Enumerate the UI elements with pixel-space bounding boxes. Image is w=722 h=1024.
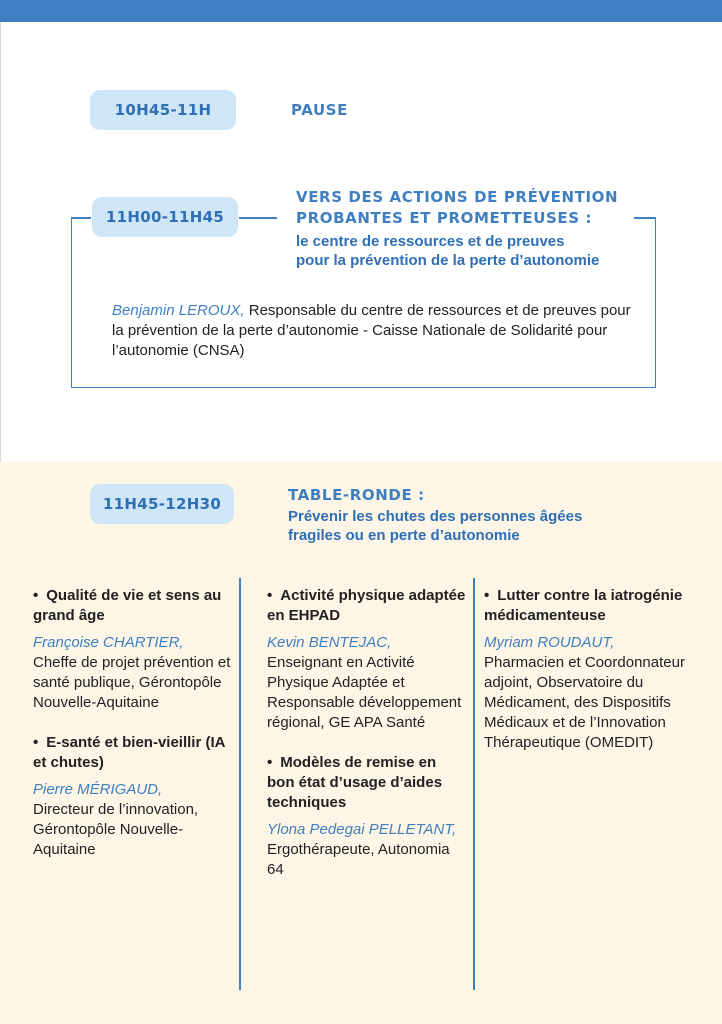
speaker-role bbox=[267, 840, 467, 880]
frame-line bbox=[239, 217, 277, 219]
subtitle-line: pour la prévention de la perte d’autonomie bbox=[296, 252, 600, 269]
topic-text: Modèles de remise en bon état d’usage d’aides techniques bbox=[267, 754, 443, 811]
top-bar bbox=[0, 0, 722, 22]
session1-title bbox=[296, 187, 618, 229]
bullet-icon: • bbox=[33, 587, 39, 604]
topic-text: Activité physique adaptée en EHPAD bbox=[267, 587, 466, 624]
page-edge-line bbox=[0, 22, 1, 462]
speaker-name: Benjamin LEROUX, bbox=[112, 302, 245, 319]
session1-subtitle bbox=[296, 232, 599, 270]
role-org: Gérontopôle Nouvelle-Aquitaine bbox=[33, 821, 184, 858]
role-org: Autonomia 64 bbox=[267, 841, 450, 878]
session2-title: TABLE-RONDE : bbox=[288, 486, 425, 504]
speaker-name: Pierre MÉRIGAUD, bbox=[33, 781, 163, 798]
time-label: 11H45-12H30 bbox=[102, 495, 222, 513]
title-line: PROBANTES ET PROMETTEUSES : bbox=[296, 209, 593, 227]
speaker-role bbox=[33, 800, 231, 860]
role-title: Directeur de l’innovation, bbox=[33, 801, 199, 818]
speaker-role: Responsable du centre de ressources et de preuves pour la prévention de la perte d’autonomie - Caisse Nationale de Solidarité pour l’autonomie (CNSA) bbox=[112, 302, 631, 359]
time-badge-pause bbox=[90, 90, 236, 130]
topic bbox=[33, 586, 231, 626]
topic-text: Qualité de vie et sens au grand âge bbox=[33, 587, 222, 624]
topic bbox=[33, 733, 231, 773]
subtitle-line: Prévenir les chutes des personnes âgées bbox=[288, 508, 583, 525]
title-line: VERS DES ACTIONS DE PRÉVENTION bbox=[296, 188, 619, 206]
time-label: 11H00-11H45 bbox=[105, 208, 225, 226]
list-item bbox=[267, 586, 467, 733]
speaker-name: Françoise CHARTIER, bbox=[33, 634, 184, 651]
role-title: Cheffe de projet prévention et santé publique, bbox=[33, 654, 231, 691]
role-title: Ergothérapeute, bbox=[267, 841, 375, 858]
frame-line bbox=[71, 217, 91, 219]
pause-heading: PAUSE bbox=[291, 101, 348, 119]
session2-subtitle bbox=[288, 507, 582, 545]
topic bbox=[267, 586, 467, 626]
frame-line bbox=[634, 217, 656, 219]
subtitle-line: le centre de ressources et de preuves bbox=[296, 233, 565, 250]
list-item bbox=[484, 586, 689, 753]
speaker-name: Myriam ROUDAUT, bbox=[484, 634, 615, 651]
bullet-icon: • bbox=[484, 587, 490, 604]
role-org: GE APA Santé bbox=[324, 714, 426, 731]
topic-text: Lutter contre la iatrogénie médicamenteuse bbox=[484, 587, 683, 624]
column-3 bbox=[484, 586, 689, 773]
column-divider bbox=[473, 578, 475, 990]
bullet-icon: • bbox=[267, 587, 273, 604]
list-item bbox=[267, 753, 467, 880]
speaker-name: Kevin BENTEJAC, bbox=[267, 634, 392, 651]
column-2 bbox=[267, 586, 467, 900]
speaker-name: Ylona Pedegai PELLETANT, bbox=[267, 821, 457, 838]
time-badge-session2 bbox=[90, 484, 234, 524]
time-label: 10H45-11H bbox=[114, 101, 212, 119]
time-badge-session1 bbox=[92, 197, 238, 237]
role-title: Enseignant en Activité Physique Adaptée et Responsable développement régional, bbox=[267, 654, 462, 731]
role-org: Observatoire du Médicament, des Dispositifs Médicaux et de l’Innovation Thérapeutique (OMEDIT) bbox=[484, 674, 671, 751]
speaker-role bbox=[33, 653, 231, 713]
topic bbox=[484, 586, 689, 626]
topic bbox=[267, 753, 467, 813]
column-1 bbox=[33, 586, 231, 880]
bullet-icon: • bbox=[267, 754, 273, 771]
list-item bbox=[33, 733, 231, 860]
topic-text: E-santé et bien-vieillir (IA et chutes) bbox=[33, 734, 225, 771]
bullet-icon: • bbox=[33, 734, 39, 751]
session1-speaker bbox=[112, 301, 632, 361]
speaker-role bbox=[484, 653, 689, 753]
list-item bbox=[33, 586, 231, 713]
speaker-role bbox=[267, 653, 467, 733]
role-org: Gérontopôle Nouvelle-Aquitaine bbox=[33, 674, 222, 711]
subtitle-line: fragiles ou en perte d’autonomie bbox=[288, 527, 520, 544]
column-divider bbox=[239, 578, 241, 990]
role-title: Pharmacien et Coordonnateur adjoint, bbox=[484, 654, 685, 691]
